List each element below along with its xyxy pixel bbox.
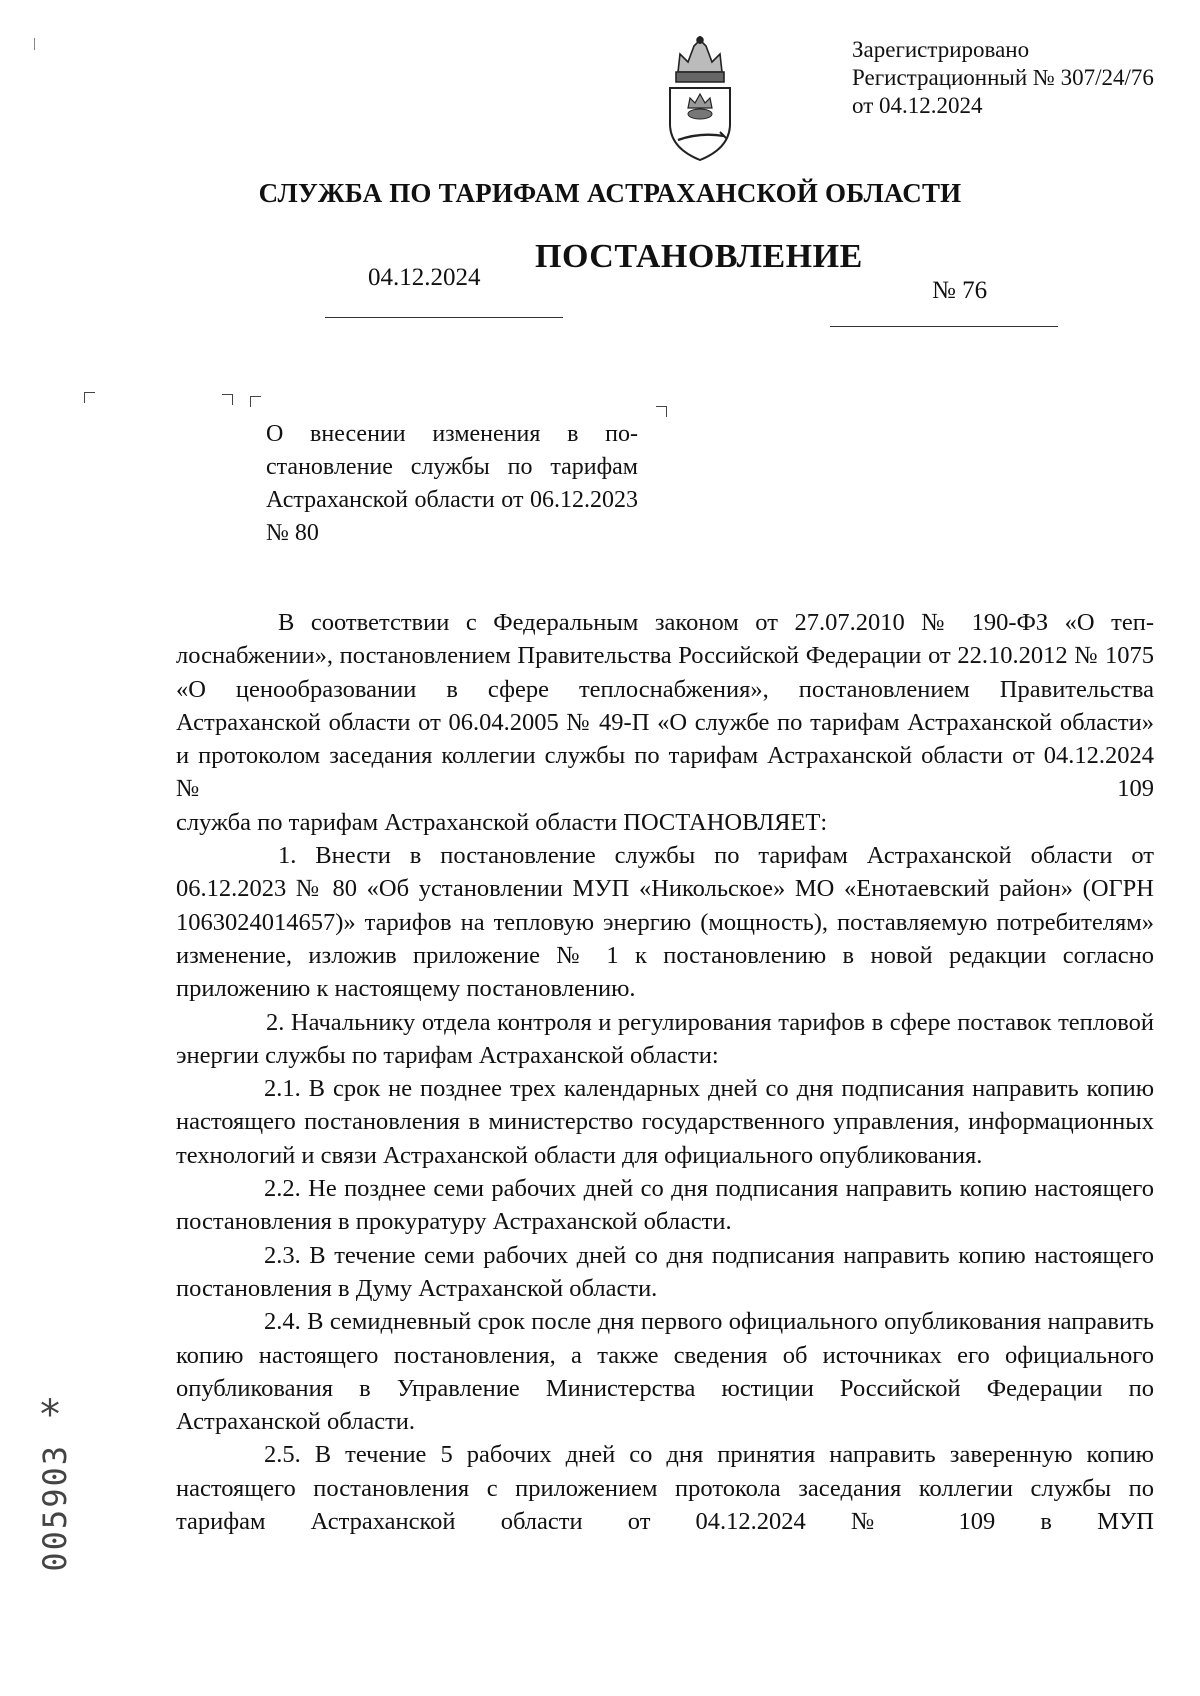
clause-2-5: 2.5. В течение 5 рабочих дней со дня принятия направить заверенную копию настоящего постановления с приложением протокола заседания коллегии службы по тарифам Астраханской области от 04.12.2024 № 109 в МУП bbox=[176, 1441, 1154, 1536]
clause-2-2: 2.2. Не позднее семи рабочих дней со дня подписания направить копию настоящего постановления в прокуратуру Астраханской области. bbox=[176, 1175, 1154, 1236]
date-underline bbox=[325, 317, 563, 318]
clause-2-1: 2.1. В срок не позднее трех календарных дней со дня подписания направить копию настоящего постановления в министерство государственного управления, информационных технологий и связи Астраханской области для официального опубликования. bbox=[176, 1075, 1154, 1169]
clause-1: 1. Внести в постановление службы по тарифам Астраханской области от 06.12.2023 № 80 «Об установлении МУП «Никольское» МО «Енотаевский район» (ОГРН 1063024014657)» тарифов на тепловую энергию (мощность), поставляемую потребителям» изменение, изложив приложение № 1 к постановлению в новой редакции согласно приложению к настоящему постановлению. bbox=[176, 842, 1154, 1003]
clause-2: 2. Начальнику отдела контроля и регулирования тарифов в сфере поставок тепловой энергии службы по тарифам Астраханской области: bbox=[176, 1008, 1154, 1069]
stamp-asterisk: * bbox=[40, 1392, 60, 1438]
document-type-title: ПОСТАНОВЛЕНИЕ bbox=[535, 238, 863, 275]
stamp-number: 005903 bbox=[36, 1444, 74, 1572]
resolution-clause: служба по тарифам Астраханской области ПОСТАНОВЛЯЕТ: bbox=[176, 808, 828, 836]
document-date: 04.12.2024 bbox=[368, 264, 481, 291]
clause-2-3: 2.3. В течение семи рабочих дней со дня подписания направить копию настоящего постановления в Думу Астраханской области. bbox=[176, 1241, 1154, 1302]
corner-mark-subject-left-b bbox=[250, 396, 261, 407]
registration-info bbox=[852, 36, 1154, 120]
document-subject: О внесении изменения в постановление службы по тарифам Астраханской области от 06.12.2023 № 80 bbox=[266, 421, 638, 546]
registration-status: Зарегистрировано bbox=[852, 37, 1030, 62]
corner-mark-subject-right bbox=[656, 406, 667, 417]
side-stamp bbox=[18, 1388, 88, 1598]
scan-mark bbox=[34, 38, 35, 50]
document-body bbox=[176, 606, 1154, 1538]
corner-mark-subject-left-a bbox=[222, 394, 233, 405]
registration-date: от 04.12.2024 bbox=[852, 93, 983, 118]
issuing-authority: СЛУЖБА ПО ТАРИФАМ АСТРАХАНСКОЙ ОБЛАСТИ bbox=[258, 178, 962, 208]
registration-number: Регистрационный № 307/24/76 bbox=[852, 65, 1154, 90]
preamble-paragraph: В соответствии с Федеральным законом от 27.07.2010 № 190-ФЗ «О теплоснабжении», постановлением Правительства Российской Федерации от 22.10.2012 № 1075 «О ценообразовании в сфере теплоснабжения», постановлением Правительства Астраханской области от 06.04.2005 № 49-П «О службе по тарифам Астраханской области» и протоколом заседания коллегии службы по тарифам Астраханской области от 04.12.2024 № 109 bbox=[176, 609, 1154, 803]
clause-2-4: 2.4. В семидневный срок после дня первого официального опубликования направить копию настоящего постановления, а также сведения об источниках его официального опубликования в Управление Министерства юстиции Российской Федерации по Астраханской области. bbox=[176, 1308, 1154, 1436]
astrakhan-coat-of-arms-icon bbox=[658, 36, 742, 164]
document-number: № 76 bbox=[932, 277, 988, 304]
corner-mark-left bbox=[84, 392, 95, 403]
number-underline bbox=[830, 326, 1058, 327]
